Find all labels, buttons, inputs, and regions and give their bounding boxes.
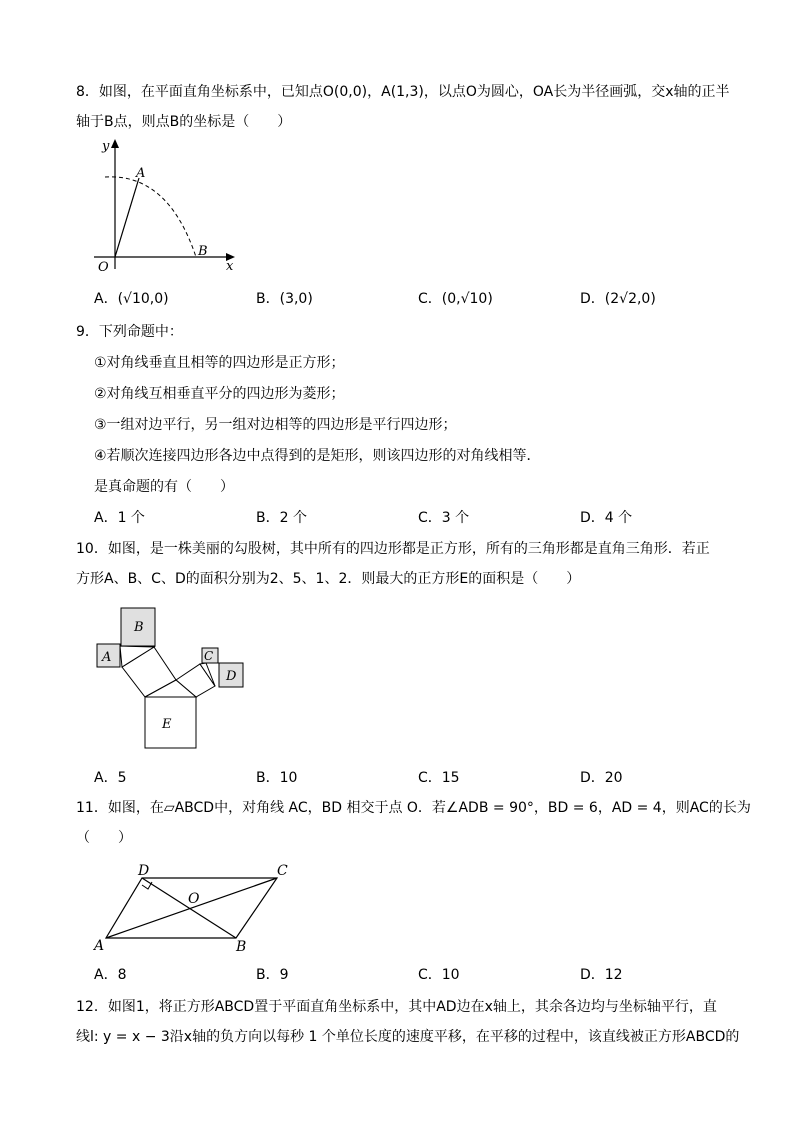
q9-item-4: ④若顺次连接四边形各边中点得到的是矩形，则该四边形的对角线相等．: [94, 448, 541, 464]
q8-line1: 8．如图，在平面直角坐标系中，已知点O(0,0)，A(1,3)，以点O为圆心，OA长为半径画弧，交x轴的正半: [76, 84, 730, 100]
q10-label-d: D: [226, 669, 237, 684]
q10-label-c: C: [204, 649, 214, 663]
q9-option-c[interactable]: C．3 个: [418, 510, 470, 526]
q8-label-o: O: [98, 260, 109, 275]
q8-figure: [88, 135, 248, 275]
q8-label-y: y: [102, 139, 110, 154]
q8-option-a[interactable]: A．(√10,0): [94, 291, 169, 307]
q10-line1: 10．如图，是一株美丽的勾股树，其中所有的四边形都是正方形，所有的三角形都是直角三角形．若正: [76, 541, 710, 557]
q8-label-x: x: [226, 259, 234, 274]
q8-y-arrow: [111, 139, 119, 148]
q11-diagonal-ac: [106, 878, 277, 938]
q8-label-b: B: [198, 244, 208, 259]
q11-option-d[interactable]: D．12: [580, 967, 623, 983]
q10-option-d[interactable]: D．20: [580, 770, 623, 786]
q8-option-c[interactable]: C．(0,√10): [418, 291, 493, 307]
q8-option-d[interactable]: D．(2√2,0): [580, 291, 656, 307]
q11-label-d: D: [138, 863, 150, 879]
q11-figure: [90, 856, 300, 956]
q9-option-b[interactable]: B．2 个: [256, 510, 307, 526]
q9-item-2: ②对角线互相垂直平分的四边形为菱形；: [94, 386, 345, 402]
q10-label-a: A: [102, 650, 112, 665]
q10-figure: [90, 600, 250, 755]
q11-option-c[interactable]: C．10: [418, 967, 460, 983]
q11-diagonal-bd: [142, 878, 236, 938]
q9-item-3: ③一组对边平行，另一组对边相等的四边形是平行四边形；: [94, 417, 457, 433]
q9-question: 是真命题的有（ ）: [94, 479, 234, 495]
q9-option-d[interactable]: D．4 个: [580, 510, 633, 526]
q8-line2: 轴于B点，则点B的坐标是（ ）: [76, 114, 292, 130]
q10-option-c[interactable]: C．15: [418, 770, 460, 786]
q11-option-b[interactable]: B．9: [256, 967, 289, 983]
q10-label-e: E: [162, 717, 172, 732]
q9-title: 9．下列命题中：: [76, 324, 183, 340]
q10-label-b: B: [134, 620, 144, 635]
q11-label-c: C: [277, 863, 288, 879]
q8-option-b[interactable]: B．(3,0): [256, 291, 313, 307]
q8-label-a: A: [136, 166, 146, 181]
q12-line2: 线l: y = x − 3沿x轴的负方向以每秒 1 个单位长度的速度平移，在平移的过程中，该直线被正方形ABCD的: [76, 1029, 740, 1045]
q11-label-o: O: [188, 891, 200, 907]
q12-line1: 12．如图1，将正方形ABCD置于平面直角坐标系中，其中AD边在x轴上，其余各边均与坐标轴平行，直: [76, 999, 717, 1015]
q8-segment-oa: [115, 178, 139, 257]
q10-line2: 方形A、B、C、D的面积分别为2、5、1、2．则最大的正方形E的面积是（ ）: [76, 571, 581, 587]
q11-option-a[interactable]: A．8: [94, 967, 127, 983]
q9-option-a[interactable]: A．1 个: [94, 510, 145, 526]
q11-line1: 11．如图，在▱ABCD中，对角线 AC，BD 相交于点 O．若∠ADB = 90°，BD = 6，AD = 4，则AC的长为: [76, 800, 751, 816]
q11-line2: （ ）: [76, 830, 132, 846]
q11-label-b: B: [236, 939, 247, 955]
q11-label-a: A: [94, 938, 105, 954]
q10-option-b[interactable]: B．10: [256, 770, 298, 786]
q9-item-1: ①对角线垂直且相等的四边形是正方形；: [94, 355, 345, 371]
q10-option-a[interactable]: A．5: [94, 770, 127, 786]
